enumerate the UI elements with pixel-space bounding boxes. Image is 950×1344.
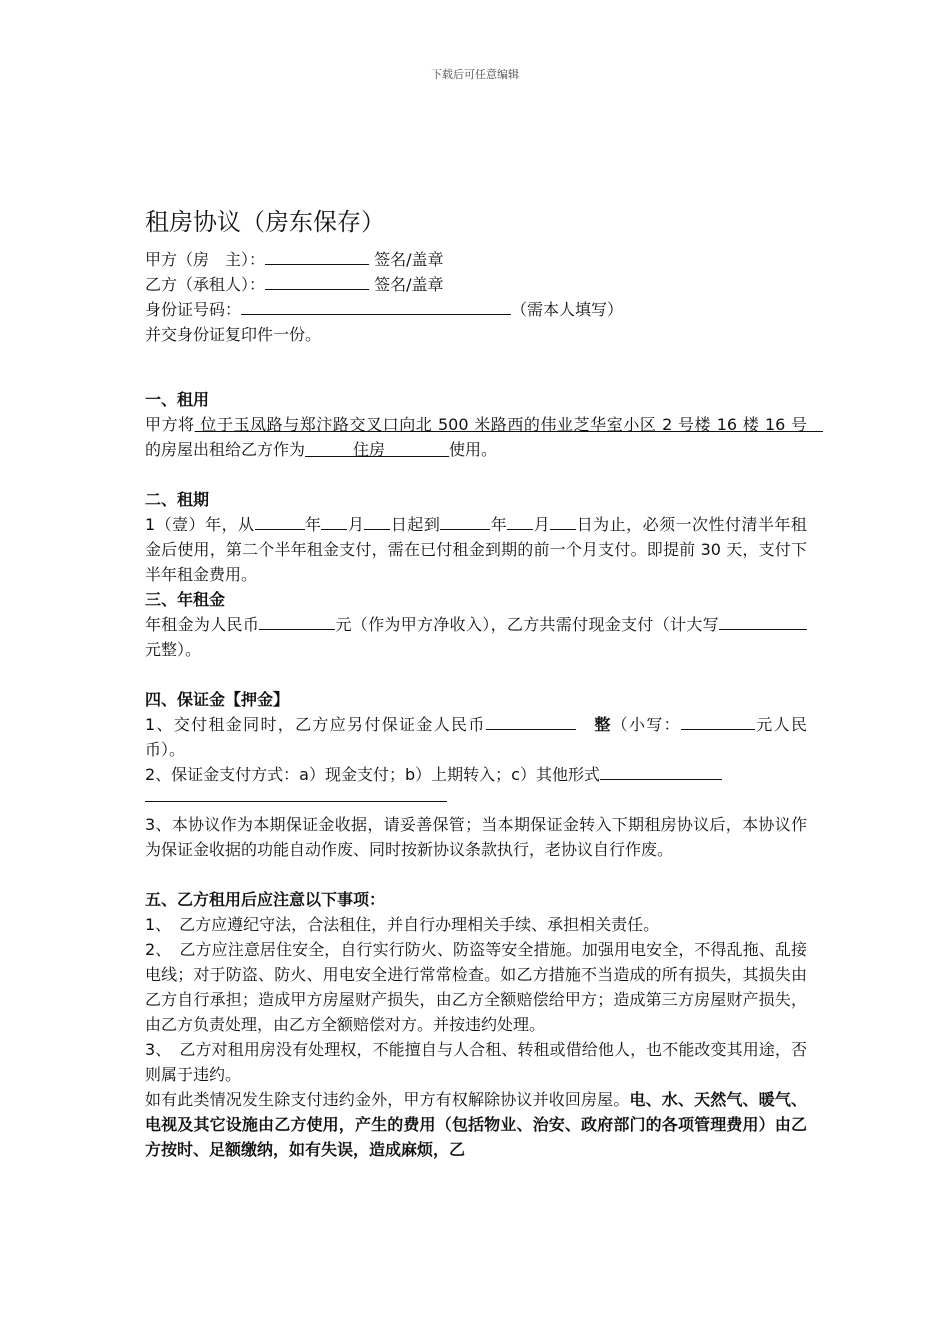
s5-p4-bold: 电、水、天然气、暖气、电视及其它设施由乙方使用，产生的费用（包括物业、治安、政府部门的各项管理费用）由乙方按时、足额缴纳，如有失误，造成麻烦，乙 (145, 1090, 807, 1159)
s2-text-2: 日为止，必须一次性付清半年租金后使用，第二个半年租金支付，需在已付租金到期的前一个月支付。即提前 30 天，支付下半年租金费用。 (145, 515, 807, 584)
section-2-paragraph (145, 512, 807, 587)
s3-amount-blank[interactable] (259, 612, 335, 630)
section-5-item-3: 3、 乙方对租用房没有处理权，不能擅自与人合租、转租或借给他人，也不能改变其用途，否则属于违约。 (145, 1040, 807, 1084)
s2-year-end-label: 年 (490, 515, 508, 534)
s2-day-label: 日起到 (390, 515, 441, 534)
s2-year-label: 年 (304, 515, 322, 534)
s2-day-end-blank[interactable] (550, 512, 576, 530)
section-5-heading: 五、乙方租用后应注意以下事项： (145, 890, 386, 909)
section-2-heading: 二、租期 (145, 490, 210, 509)
s2-month-end-blank[interactable] (507, 512, 533, 530)
section-5-item-2: 2、 乙方应注意居住安全，自行实行防火、防盗等安全措施。加强用电安全，不得乱拖、乱接电线；对于防盗、防火、用电安全进行常常检查。如乙方措施不当造成的所有损失，其损失由乙方自行承担；造成甲方房屋财产损失，由乙方全额赔偿给甲方；造成第三方房屋财产损失，由乙方负责处理，由乙方全额赔偿对方。并按违约处理。 (145, 940, 807, 1034)
s2-text-1: 1（壹）年，从 (145, 515, 255, 534)
s4-i1-text-c: （小写： (611, 715, 681, 734)
section-4-heading: 四、保证金【押金】 (145, 690, 290, 709)
s2-day-start-blank[interactable] (364, 512, 390, 530)
s4-i1-text-b: 整 (594, 715, 612, 734)
s4-i1-text-d: 元人民币）。 (145, 715, 807, 759)
s4-deposit-blank[interactable] (486, 712, 576, 730)
page-title: 租房协议（房东保存） (145, 208, 385, 236)
s1-address: 位于玉凤路与郑汴路交叉口向北 500 米路西的伟业芝华室小区 2 号楼 16 楼 16 号 (194, 415, 823, 434)
id-number-blank[interactable] (241, 297, 511, 315)
party-b-label: 乙方（承租人）： (145, 275, 266, 294)
s1-mid: 的房屋出租给乙方作为 (145, 440, 306, 459)
party-a-line (145, 247, 807, 272)
s4-other-form-blank[interactable] (600, 762, 722, 780)
section-1-paragraph (145, 412, 823, 462)
s3-amount-words-blank[interactable] (719, 612, 807, 630)
party-b-sign: 签名/盖章 (369, 275, 444, 294)
s2-month-start-blank[interactable] (321, 512, 347, 530)
section-5-item-1: 1、 乙方应遵纪守法，合法租住，并自行办理相关手续、承担相关责任。 (145, 915, 660, 934)
s3-text-3: 元整）。 (145, 640, 202, 659)
section-4-item-1 (145, 712, 807, 762)
s4-other-form-blank-line-2[interactable] (145, 787, 447, 802)
section-1-heading: 一、租用 (145, 390, 210, 409)
id-number-note: （需本人填写） (511, 300, 624, 319)
party-b-blank[interactable] (265, 272, 369, 290)
s2-month-label: 月 (347, 515, 365, 534)
party-a-sign: 签名/盖章 (369, 250, 444, 269)
section-3-paragraph (145, 612, 807, 662)
s4-i1-text-a: 1、交付租金同时，乙方应另付保证金人民币 (145, 715, 486, 734)
s5-p4-normal: 如有此类情况发生除支付违约金外，甲方有权解除协议并收回房屋。 (145, 1090, 630, 1109)
id-copy-line: 并交身份证复印件一份。 (145, 325, 322, 344)
s3-text-1: 年租金为人民币 (145, 615, 260, 634)
s2-year-end-blank[interactable] (440, 512, 490, 530)
id-number-label: 身份证号码： (145, 300, 242, 319)
party-a-blank[interactable] (265, 247, 369, 265)
agreement-document (145, 205, 823, 1162)
header-note: 下载后可任意编辑 (431, 68, 519, 81)
section-4-item-3: 3、本协议作为本期保证金收据，请妥善保管；当本期保证金转入下期租房协议后，本协议作为保证金收据的功能自动作废、同时按新协议条款执行，老协议自行作废。 (145, 815, 807, 859)
s2-month-end-label: 月 (533, 515, 551, 534)
section-4-item-2 (145, 762, 807, 787)
section-5-paragraph-4 (145, 1087, 807, 1162)
s3-text-2: 元（作为甲方净收入），乙方共需付现金支付（计大写 (335, 615, 719, 634)
s4-deposit-small-blank[interactable] (681, 712, 755, 730)
id-number-line (145, 297, 807, 322)
s2-year-start-blank[interactable] (255, 512, 305, 530)
s4-i2-text: 2、保证金支付方式：a）现金支付；b）上期转入；c）其他形式 (145, 765, 600, 784)
s1-end: 使用。 (449, 440, 498, 459)
s1-use: 住房 (305, 440, 450, 459)
s1-prefix: 甲方将 (145, 415, 195, 434)
section-3-heading: 三、年租金 (145, 590, 226, 609)
party-b-line (145, 272, 807, 297)
party-a-label: 甲方（房 主）： (145, 250, 266, 269)
